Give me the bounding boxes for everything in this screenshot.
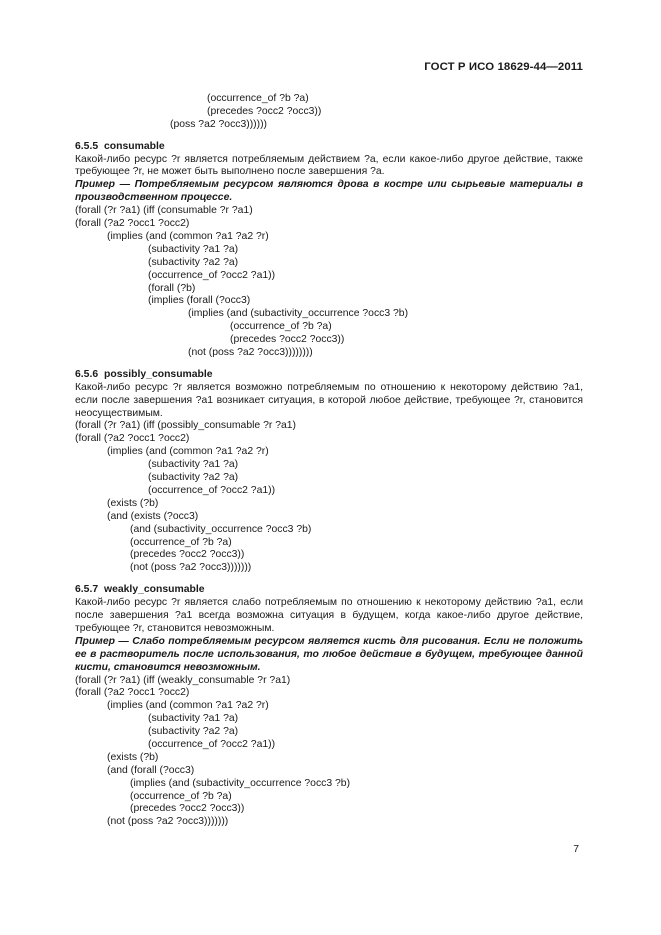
code-line: (and (exists (?occ3) (107, 510, 199, 522)
code-line: (forall (?r ?a1) (iff (possibly_consumable ?r ?a1) (75, 420, 296, 432)
code-line: (implies (forall (?occ3) (148, 295, 251, 307)
code-line: (precedes ?occ2 ?occ3)) (230, 334, 345, 346)
code-line: (forall (?a2 ?occ1 ?occ2) (75, 218, 190, 230)
code-line: (implies (and (common ?a1 ?a2 ?r) (107, 700, 269, 712)
code-line: (not (poss ?a2 ?occ3))))))) (130, 562, 252, 574)
example-text: Слабо потребляемым ресурсом является кисть для рисования. Если не положить ее в растворитель после использования, то любое действие в будущем, требующее данной кисти, становится невозможным. (75, 635, 584, 673)
code-line: (occurrence_of ?occ2 ?a1)) (148, 484, 276, 496)
section-number: 6.5.7 (75, 584, 99, 596)
code-line: (precedes ?occ2 ?occ3)) (130, 803, 245, 815)
section-title: consumable (104, 140, 165, 152)
code-line: (not (poss ?a2 ?occ3)))))))) (188, 346, 313, 358)
example-note (75, 636, 583, 675)
code-line: (subactivity ?a2 ?a) (148, 726, 239, 738)
paragraph-text: Какой-либо ресурс ?r является возможно потребляемым по отношению к некоторому действию ?a1, если после завершения ?a1 возникает ситуация, в которой любое действие, требующее ?r, становится неосуществимым. (75, 381, 583, 419)
code-line: (forall (?b) (148, 282, 196, 294)
code-line: (poss ?a2 ?occ3)))))) (170, 118, 268, 130)
section-paragraph (75, 597, 583, 636)
example-note (75, 179, 583, 205)
code-line: (occurrence_of ?b ?a) (207, 93, 309, 104)
code-line: (occurrence_of ?b ?a) (130, 790, 232, 802)
code-line: (implies (and (common ?a1 ?a2 ?r) (107, 446, 269, 458)
code-block-6-5-6 (75, 420, 583, 575)
section-number: 6.5.5 (75, 140, 99, 152)
code-line: (subactivity ?a2 ?a) (148, 256, 239, 268)
code-line: (precedes ?occ2 ?occ3)) (207, 105, 322, 117)
section-paragraph (75, 382, 583, 421)
code-line: (subactivity ?a1 ?a) (148, 459, 239, 471)
paragraph-text: Какой-либо ресурс ?r является потребляемым действием ?a, если какое-либо другое действие, также требующее ?r, не может быть выполнено после завершения ?a. (75, 153, 583, 178)
paragraph-text: Какой-либо ресурс ?r является слабо потребляемым по отношению к некоторому действию ?a1, если после завершения ?a1 всегда возможна ситуация в будущем, когда какое-либо другое действие, требующее ?r, становится невозможным. (75, 597, 583, 634)
section-heading-6-5-5 (75, 141, 583, 154)
page-content (75, 93, 583, 829)
code-line: (occurrence_of ?b ?a) (130, 536, 232, 548)
code-line: (subactivity ?a1 ?a) (148, 243, 239, 255)
code-line: (occurrence_of ?occ2 ?a1)) (148, 269, 276, 281)
code-line: (and (forall (?occ3) (107, 764, 195, 776)
code-line: (implies (and (common ?a1 ?a2 ?r) (107, 230, 269, 242)
example-lead: Пример — (75, 635, 129, 647)
section-title: weakly_consumable (104, 584, 205, 596)
document-id-header: ГОСТ Р ИСО 18629-44—2011 (424, 61, 583, 73)
section-number: 6.5.6 (75, 368, 99, 380)
example-text: Потребляемым ресурсом являются дрова в костре или сырьевые материалы в производственном процессе. (75, 179, 584, 204)
code-line: (forall (?a2 ?occ1 ?occ2) (75, 433, 190, 445)
code-line: (subactivity ?a2 ?a) (148, 472, 239, 484)
code-block-6-5-7 (75, 675, 583, 830)
section-title: possibly_consumable (104, 368, 213, 380)
code-line: (forall (?r ?a1) (iff (consumable ?r ?a1) (75, 205, 253, 217)
code-line: (implies (and (subactivity_occurrence ?occ3 ?b) (188, 308, 409, 320)
code-line: (and (subactivity_occurrence ?occ3 ?b) (130, 523, 312, 535)
code-line: (forall (?r ?a1) (iff (weakly_consumable ?r ?a1) (75, 674, 291, 686)
section-heading-6-5-6 (75, 369, 583, 382)
section-heading-6-5-7 (75, 584, 583, 597)
code-line: (occurrence_of ?occ2 ?a1)) (148, 738, 276, 750)
code-line: (exists (?b) (107, 751, 159, 763)
code-line: (subactivity ?a1 ?a) (148, 713, 239, 725)
code-line: (implies (and (subactivity_occurrence ?occ3 ?b) (130, 777, 351, 789)
code-line: (forall (?a2 ?occ1 ?occ2) (75, 687, 190, 699)
code-line: (not (poss ?a2 ?occ3))))))) (107, 816, 229, 828)
code-line: (exists (?b) (107, 497, 159, 509)
section-paragraph (75, 154, 583, 180)
code-block-6-5-5 (75, 205, 583, 360)
page-number: 7 (573, 844, 579, 855)
code-line: (precedes ?occ2 ?occ3)) (130, 549, 245, 561)
code-line: (occurrence_of ?b ?a) (230, 321, 332, 333)
example-lead: Пример — (75, 179, 131, 191)
